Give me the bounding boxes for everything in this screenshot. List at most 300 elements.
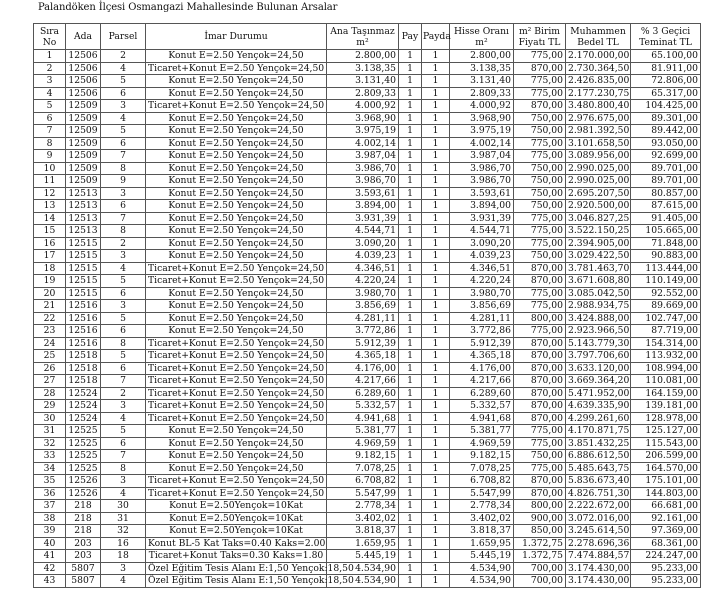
cell-birim-fiyati: 750,00 [514,162,566,175]
cell-payda: 1 [422,500,450,513]
cell-pay: 1 [399,525,422,538]
cell-birim-fiyati: 750,00 [514,187,566,200]
cell-imar-durumu: Konut BL-5 Kat Taks=0.40 Kaks=2.00 [146,537,327,550]
cell-gecici-teminat: 105.665,00 [631,225,701,238]
cell-ana-tasinmaz: 2.800,00 [327,50,399,63]
cell-hisse-orani: 3.986,70 [450,175,514,188]
cell-ana-tasinmaz: 4.365,18 [327,350,399,363]
cell-birim-fiyati: 1.372,75 [514,550,566,563]
cell-muhammen-bedel: 7.474.884,57 [566,550,631,563]
cell-birim-fiyati: 750,00 [514,250,566,263]
cell-birim-fiyati: 870,00 [514,412,566,425]
table-row [34,125,701,138]
cell-payda: 1 [422,287,450,300]
cell-imar-durumu: Konut E=2.50 Yençok=24,50 [146,50,327,63]
cell-muhammen-bedel: 5.143.779,30 [566,337,631,350]
cell-hisse-orani: 4.220,24 [450,275,514,288]
cell-hisse-orani: 3.138,35 [450,62,514,75]
cell-payda: 1 [422,550,450,563]
cell-hisse-orani: 3.856,69 [450,300,514,313]
column-header-payda: Payda [422,24,450,50]
cell-sira-no: 12 [34,187,66,200]
cell-parsel: 5 [101,75,146,88]
cell-parsel: 2 [101,387,146,400]
cell-pay: 1 [399,300,422,313]
cell-muhammen-bedel: 3.851.432,25 [566,437,631,450]
cell-ana-tasinmaz: 5.332,57 [327,400,399,413]
cell-imar-durumu: Ticaret+Konut E=2.50 Yençok=24,50 [146,375,327,388]
cell-gecici-teminat: 65.317,00 [631,87,701,100]
cell-hisse-orani: 3.593,61 [450,187,514,200]
cell-ana-tasinmaz: 3.138,35 [327,62,399,75]
table-row [34,337,701,350]
cell-ada: 12525 [66,437,101,450]
table-row [34,575,701,588]
cell-sira-no: 26 [34,362,66,375]
cell-ana-tasinmaz: 7.078,25 [327,462,399,475]
cell-gecici-teminat: 115.543,00 [631,437,701,450]
cell-pay: 1 [399,575,422,588]
table-row [34,562,701,575]
table-row [34,400,701,413]
column-header-pay: Pay [399,24,422,50]
cell-sira-no: 42 [34,562,66,575]
cell-ana-tasinmaz: 3.931,39 [327,212,399,225]
cell-muhammen-bedel: 2.278.696,36 [566,537,631,550]
cell-hisse-orani: 4.941,68 [450,412,514,425]
cell-payda: 1 [422,275,450,288]
cell-ana-tasinmaz: 9.182,15 [327,450,399,463]
cell-birim-fiyati: 870,00 [514,487,566,500]
cell-ada: 12524 [66,400,101,413]
cell-sira-no: 2 [34,62,66,75]
cell-ada: 12509 [66,162,101,175]
column-header-sira-no: Sıra No [34,24,66,50]
cell-gecici-teminat: 92.161,00 [631,512,701,525]
cell-parsel: 3 [101,562,146,575]
cell-sira-no: 4 [34,87,66,100]
cell-parsel: 4 [101,575,146,588]
cell-pay: 1 [399,200,422,213]
cell-payda: 1 [422,137,450,150]
cell-payda: 1 [422,325,450,338]
cell-sira-no: 18 [34,262,66,275]
cell-pay: 1 [399,375,422,388]
cell-hisse-orani: 3.131,40 [450,75,514,88]
cell-birim-fiyati: 750,00 [514,175,566,188]
cell-ada: 12506 [66,62,101,75]
cell-pay: 1 [399,475,422,488]
cell-imar-durumu: Konut E=2.50 Yençok=24,50 [146,250,327,263]
cell-imar-durumu: Ticaret+Konut E=2.50 Yençok=24,50 [146,337,327,350]
cell-ana-tasinmaz: 3.402,02 [327,512,399,525]
cell-sira-no: 30 [34,412,66,425]
cell-imar-durumu: Ticaret+Konut E=2.50 Yençok=24,50 [146,350,327,363]
cell-sira-no: 23 [34,325,66,338]
cell-birim-fiyati: 775,00 [514,287,566,300]
cell-hisse-orani: 5.912,39 [450,337,514,350]
cell-ada: 12509 [66,100,101,113]
cell-muhammen-bedel: 6.886.612,50 [566,450,631,463]
cell-sira-no: 7 [34,125,66,138]
cell-muhammen-bedel: 3.522.150,25 [566,225,631,238]
cell-muhammen-bedel: 4.170.871,75 [566,425,631,438]
cell-ada: 12513 [66,212,101,225]
cell-ana-tasinmaz: 4.176,00 [327,362,399,375]
cell-parsel: 4 [101,487,146,500]
cell-sira-no: 35 [34,475,66,488]
table-row [34,537,701,550]
cell-ada: 12506 [66,75,101,88]
cell-birim-fiyati: 870,00 [514,62,566,75]
table-row [34,312,701,325]
cell-ada: 12515 [66,237,101,250]
cell-muhammen-bedel: 3.072.016,00 [566,512,631,525]
cell-pay: 1 [399,125,422,138]
cell-hisse-orani: 5.445,19 [450,550,514,563]
cell-ana-tasinmaz: 4.544,71 [327,225,399,238]
cell-parsel: 32 [101,525,146,538]
cell-sira-no: 36 [34,487,66,500]
cell-muhammen-bedel: 2.177.230,75 [566,87,631,100]
cell-gecici-teminat: 128.978,00 [631,412,701,425]
cell-hisse-orani: 4.217,66 [450,375,514,388]
table-row [34,350,701,363]
column-header-parsel: Parsel [101,24,146,50]
table-row [34,200,701,213]
cell-parsel: 3 [101,475,146,488]
cell-sira-no: 1 [34,50,66,63]
cell-ada: 12525 [66,425,101,438]
cell-ada: 12516 [66,325,101,338]
cell-birim-fiyati: 870,00 [514,362,566,375]
cell-hisse-orani: 3.090,20 [450,237,514,250]
cell-payda: 1 [422,425,450,438]
cell-hisse-orani: 4.969,59 [450,437,514,450]
cell-imar-durumu: Konut E=2.50 Yençok=24,50 [146,87,327,100]
cell-birim-fiyati: 800,00 [514,312,566,325]
cell-payda: 1 [422,450,450,463]
cell-parsel: 16 [101,537,146,550]
cell-ada: 12509 [66,150,101,163]
cell-ana-tasinmaz: 5.381,77 [327,425,399,438]
cell-ada: 12518 [66,362,101,375]
cell-ada: 12506 [66,50,101,63]
cell-hisse-orani: 3.980,70 [450,287,514,300]
cell-ana-tasinmaz: 3.980,70 [327,287,399,300]
cell-birim-fiyati: 870,00 [514,387,566,400]
cell-payda: 1 [422,100,450,113]
table-row [34,325,701,338]
cell-ada: 12515 [66,287,101,300]
cell-parsel: 6 [101,325,146,338]
table-row [34,75,701,88]
cell-hisse-orani: 6.708,82 [450,475,514,488]
cell-hisse-orani: 1.659,95 [450,537,514,550]
cell-parsel: 2 [101,50,146,63]
cell-ana-tasinmaz: 5.445,19 [327,550,399,563]
cell-sira-no: 40 [34,537,66,550]
table-row [34,362,701,375]
cell-gecici-teminat: 206.599,00 [631,450,701,463]
cell-ada: 12509 [66,175,101,188]
cell-birim-fiyati: 870,00 [514,375,566,388]
cell-ana-tasinmaz: 2.809,33 [327,87,399,100]
cell-imar-durumu: Ticaret+Konut E=2.50 Yençok=24,50 [146,100,327,113]
cell-parsel: 5 [101,275,146,288]
cell-parsel: 2 [101,237,146,250]
cell-ada: 12524 [66,412,101,425]
cell-hisse-orani: 2.800,00 [450,50,514,63]
cell-ada: 12518 [66,375,101,388]
cell-imar-durumu: Özel Eğitim Tesis Alanı E:1,50 Yençok:18,50 [146,562,327,575]
column-header-ada: Ada [66,24,101,50]
cell-muhammen-bedel: 3.174.430,00 [566,575,631,588]
cell-imar-durumu: Konut E=2.50 Yençok=24,50 [146,300,327,313]
table-row [34,300,701,313]
table-row [34,425,701,438]
cell-gecici-teminat: 81.911,00 [631,62,701,75]
cell-ana-tasinmaz: 1.659,95 [327,537,399,550]
cell-ada: 5807 [66,575,101,588]
cell-ana-tasinmaz: 3.131,40 [327,75,399,88]
cell-birim-fiyati: 775,00 [514,212,566,225]
cell-muhammen-bedel: 3.424.888,00 [566,312,631,325]
cell-imar-durumu: Konut E=2.50Yençok=10Kat [146,512,327,525]
table-row [34,250,701,263]
cell-pay: 1 [399,412,422,425]
land-parcels-table [33,23,701,588]
cell-parsel: 7 [101,375,146,388]
cell-ana-tasinmaz: 3.894,00 [327,200,399,213]
cell-muhammen-bedel: 2.426.835,00 [566,75,631,88]
cell-pay: 1 [399,487,422,500]
cell-birim-fiyati: 750,00 [514,200,566,213]
cell-ana-tasinmaz: 3.772,86 [327,325,399,338]
cell-ana-tasinmaz: 3.986,70 [327,175,399,188]
cell-muhammen-bedel: 3.781.463,70 [566,262,631,275]
cell-sira-no: 3 [34,75,66,88]
cell-birim-fiyati: 775,00 [514,237,566,250]
cell-birim-fiyati: 775,00 [514,75,566,88]
table-row [34,450,701,463]
cell-gecici-teminat: 164.159,00 [631,387,701,400]
table-header-row [34,24,701,50]
cell-parsel: 7 [101,150,146,163]
cell-payda: 1 [422,575,450,588]
cell-gecici-teminat: 110.149,00 [631,275,701,288]
cell-parsel: 5 [101,350,146,363]
cell-imar-durumu: Ticaret+Konut E=2.50 Yençok=24,50 [146,475,327,488]
cell-gecici-teminat: 92.552,00 [631,287,701,300]
cell-hisse-orani: 3.987,04 [450,150,514,163]
cell-ana-tasinmaz: 3.968,90 [327,112,399,125]
cell-sira-no: 20 [34,287,66,300]
cell-payda: 1 [422,437,450,450]
cell-payda: 1 [422,512,450,525]
cell-sira-no: 34 [34,462,66,475]
cell-gecici-teminat: 139.181,00 [631,400,701,413]
cell-hisse-orani: 4.039,23 [450,250,514,263]
cell-imar-durumu: Konut E=2.50 Yençok=24,50 [146,112,327,125]
cell-pay: 1 [399,537,422,550]
cell-gecici-teminat: 89.701,00 [631,175,701,188]
cell-imar-durumu: Konut E=2.50 Yençok=24,50 [146,312,327,325]
cell-hisse-orani: 4.000,92 [450,100,514,113]
cell-sira-no: 29 [34,400,66,413]
cell-birim-fiyati: 775,00 [514,150,566,163]
cell-payda: 1 [422,200,450,213]
cell-parsel: 3 [101,400,146,413]
cell-payda: 1 [422,87,450,100]
cell-gecici-teminat: 89.701,00 [631,162,701,175]
cell-sira-no: 11 [34,175,66,188]
table-row [34,187,701,200]
cell-hisse-orani: 5.381,77 [450,425,514,438]
cell-parsel: 6 [101,200,146,213]
cell-ada: 218 [66,500,101,513]
cell-gecici-teminat: 108.994,00 [631,362,701,375]
cell-pay: 1 [399,325,422,338]
cell-parsel: 4 [101,112,146,125]
cell-imar-durumu: Konut E=2.50 Yençok=24,50 [146,287,327,300]
cell-imar-durumu: Konut E=2.50 Yençok=24,50 [146,462,327,475]
cell-gecici-teminat: 66.681,00 [631,500,701,513]
cell-parsel: 3 [101,100,146,113]
cell-parsel: 8 [101,225,146,238]
cell-muhammen-bedel: 2.990.025,00 [566,162,631,175]
cell-ada: 12509 [66,125,101,138]
cell-pay: 1 [399,350,422,363]
cell-imar-durumu: Konut E=2.50 Yençok=24,50 [146,212,327,225]
cell-payda: 1 [422,175,450,188]
table-row [34,512,701,525]
table-row [34,500,701,513]
cell-parsel: 3 [101,250,146,263]
cell-sira-no: 43 [34,575,66,588]
column-header-hisse-orani: Hisse Oranı m² [450,24,514,50]
cell-pay: 1 [399,337,422,350]
cell-pay: 1 [399,175,422,188]
cell-birim-fiyati: 1.372,75 [514,537,566,550]
cell-muhammen-bedel: 2.695.207,50 [566,187,631,200]
cell-payda: 1 [422,250,450,263]
cell-imar-durumu: Ticaret+Konut E=2.50 Yençok=24,50 [146,387,327,400]
cell-parsel: 3 [101,300,146,313]
cell-sira-no: 19 [34,275,66,288]
table-row [34,287,701,300]
cell-payda: 1 [422,350,450,363]
cell-pay: 1 [399,362,422,375]
cell-payda: 1 [422,112,450,125]
cell-payda: 1 [422,475,450,488]
cell-pay: 1 [399,275,422,288]
cell-imar-durumu: Konut E=2.50 Yençok=24,50 [146,425,327,438]
cell-birim-fiyati: 775,00 [514,325,566,338]
table-row [34,137,701,150]
cell-imar-durumu: Konut E=2.50 Yençok=24,50 [146,325,327,338]
cell-ana-tasinmaz: 4.969,59 [327,437,399,450]
cell-hisse-orani: 2.809,33 [450,87,514,100]
cell-gecici-teminat: 97.369,00 [631,525,701,538]
cell-hisse-orani: 5.332,57 [450,400,514,413]
cell-gecici-teminat: 65.100,00 [631,50,701,63]
cell-imar-durumu: Konut E=2.50 Yençok=24,50 [146,450,327,463]
cell-muhammen-bedel: 3.671.608,80 [566,275,631,288]
cell-payda: 1 [422,75,450,88]
cell-muhammen-bedel: 2.920.500,00 [566,200,631,213]
cell-gecici-teminat: 224.247,00 [631,550,701,563]
cell-hisse-orani: 4.365,18 [450,350,514,363]
cell-pay: 1 [399,225,422,238]
cell-hisse-orani: 3.975,19 [450,125,514,138]
cell-ana-tasinmaz: 3.090,20 [327,237,399,250]
cell-pay: 1 [399,87,422,100]
table-row [34,475,701,488]
cell-payda: 1 [422,237,450,250]
cell-hisse-orani: 5.547,99 [450,487,514,500]
cell-birim-fiyati: 750,00 [514,112,566,125]
cell-payda: 1 [422,312,450,325]
cell-gecici-teminat: 71.848,00 [631,237,701,250]
cell-pay: 1 [399,425,422,438]
cell-sira-no: 25 [34,350,66,363]
cell-birim-fiyati: 775,00 [514,437,566,450]
cell-ana-tasinmaz: 3.975,19 [327,125,399,138]
cell-payda: 1 [422,337,450,350]
cell-ana-tasinmaz: 4.534,90 [327,575,399,588]
cell-payda: 1 [422,412,450,425]
cell-imar-durumu: Konut E=2.50 Yençok=24,50 [146,175,327,188]
cell-hisse-orani: 9.182,15 [450,450,514,463]
cell-muhammen-bedel: 2.222.672,00 [566,500,631,513]
cell-pay: 1 [399,212,422,225]
cell-ana-tasinmaz: 4.039,23 [327,250,399,263]
cell-muhammen-bedel: 3.046.827,25 [566,212,631,225]
cell-pay: 1 [399,100,422,113]
cell-gecici-teminat: 80.857,00 [631,187,701,200]
column-header-gecici-teminat: % 3 Geçici Teminat TL [631,24,701,50]
cell-hisse-orani: 3.968,90 [450,112,514,125]
cell-muhammen-bedel: 3.633.120,00 [566,362,631,375]
cell-parsel: 30 [101,500,146,513]
cell-hisse-orani: 7.078,25 [450,462,514,475]
cell-muhammen-bedel: 3.029.422,50 [566,250,631,263]
cell-ada: 12513 [66,225,101,238]
cell-sira-no: 5 [34,100,66,113]
cell-ana-tasinmaz: 4.941,68 [327,412,399,425]
cell-pay: 1 [399,562,422,575]
cell-gecici-teminat: 154.314,00 [631,337,701,350]
cell-gecici-teminat: 89.301,00 [631,112,701,125]
cell-imar-durumu: Konut E=2.50 Yençok=24,50 [146,225,327,238]
cell-ana-tasinmaz: 4.000,92 [327,100,399,113]
table-row [34,437,701,450]
table-row [34,262,701,275]
cell-ana-tasinmaz: 3.593,61 [327,187,399,200]
cell-imar-durumu: Konut E=2.50 Yençok=24,50 [146,437,327,450]
cell-ada: 12515 [66,250,101,263]
cell-muhammen-bedel: 2.394.905,00 [566,237,631,250]
table-row [34,62,701,75]
cell-ada: 12518 [66,350,101,363]
cell-ana-tasinmaz: 5.912,39 [327,337,399,350]
cell-gecici-teminat: 72.806,00 [631,75,701,88]
cell-muhammen-bedel: 3.797.706,60 [566,350,631,363]
cell-parsel: 6 [101,137,146,150]
cell-birim-fiyati: 870,00 [514,475,566,488]
cell-parsel: 5 [101,425,146,438]
